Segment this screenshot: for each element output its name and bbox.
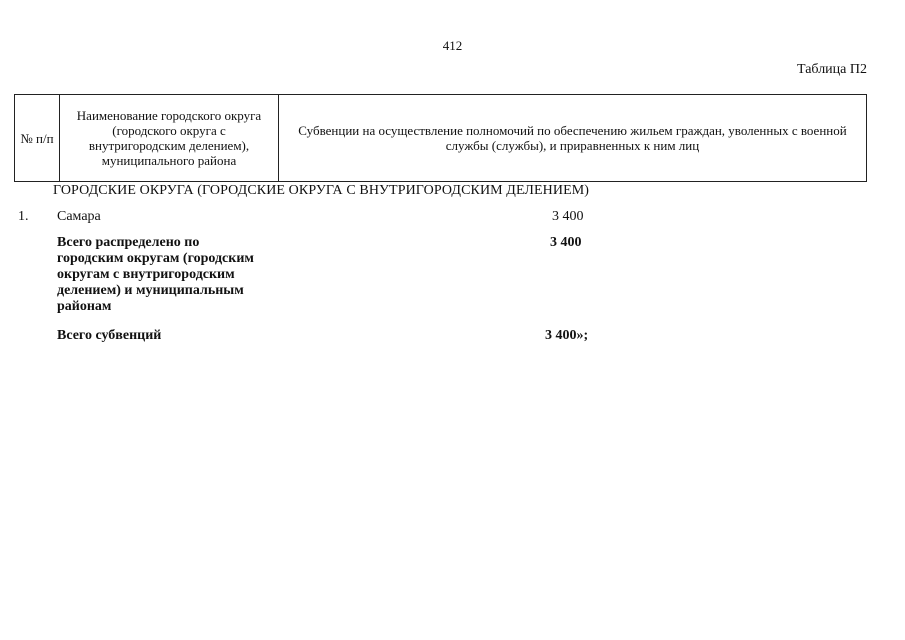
- total-row: [18, 328, 867, 346]
- section-title: ГОРОДСКИЕ ОКРУГА (ГОРОДСКИЕ ОКРУГА С ВНУТРИГОРОДСКИМ ДЕЛЕНИЕМ): [53, 183, 590, 198]
- total-value: 3 400»;: [545, 328, 589, 343]
- header-col-subvention: Субвенции на осуществление полномочий по обеспечению жильем граждан, уволенных с военной службы (службы), и приравненных к ним лиц: [279, 95, 867, 182]
- table-header: [14, 94, 867, 182]
- subtotal-label: Всего распределено по городским округам (городским округам с внутригородским делением) и муниципальным районам: [57, 235, 254, 314]
- row-number: 1.: [18, 209, 29, 224]
- table-caption: Таблица П2: [797, 62, 867, 77]
- page-number: 412: [442, 38, 463, 53]
- table-row: [18, 209, 867, 227]
- row-name: Самара: [57, 209, 101, 224]
- table-header-row: [15, 95, 867, 182]
- header-col-number: № п/п: [15, 95, 60, 182]
- header-col-name: Наименование городского округа (городского округа с внутригородским делением), муниципального района: [60, 95, 279, 182]
- row-value: 3 400: [552, 209, 584, 224]
- subtotal-row: [18, 235, 867, 319]
- total-label: Всего субвенций: [57, 328, 162, 343]
- subtotal-value: 3 400: [550, 235, 582, 250]
